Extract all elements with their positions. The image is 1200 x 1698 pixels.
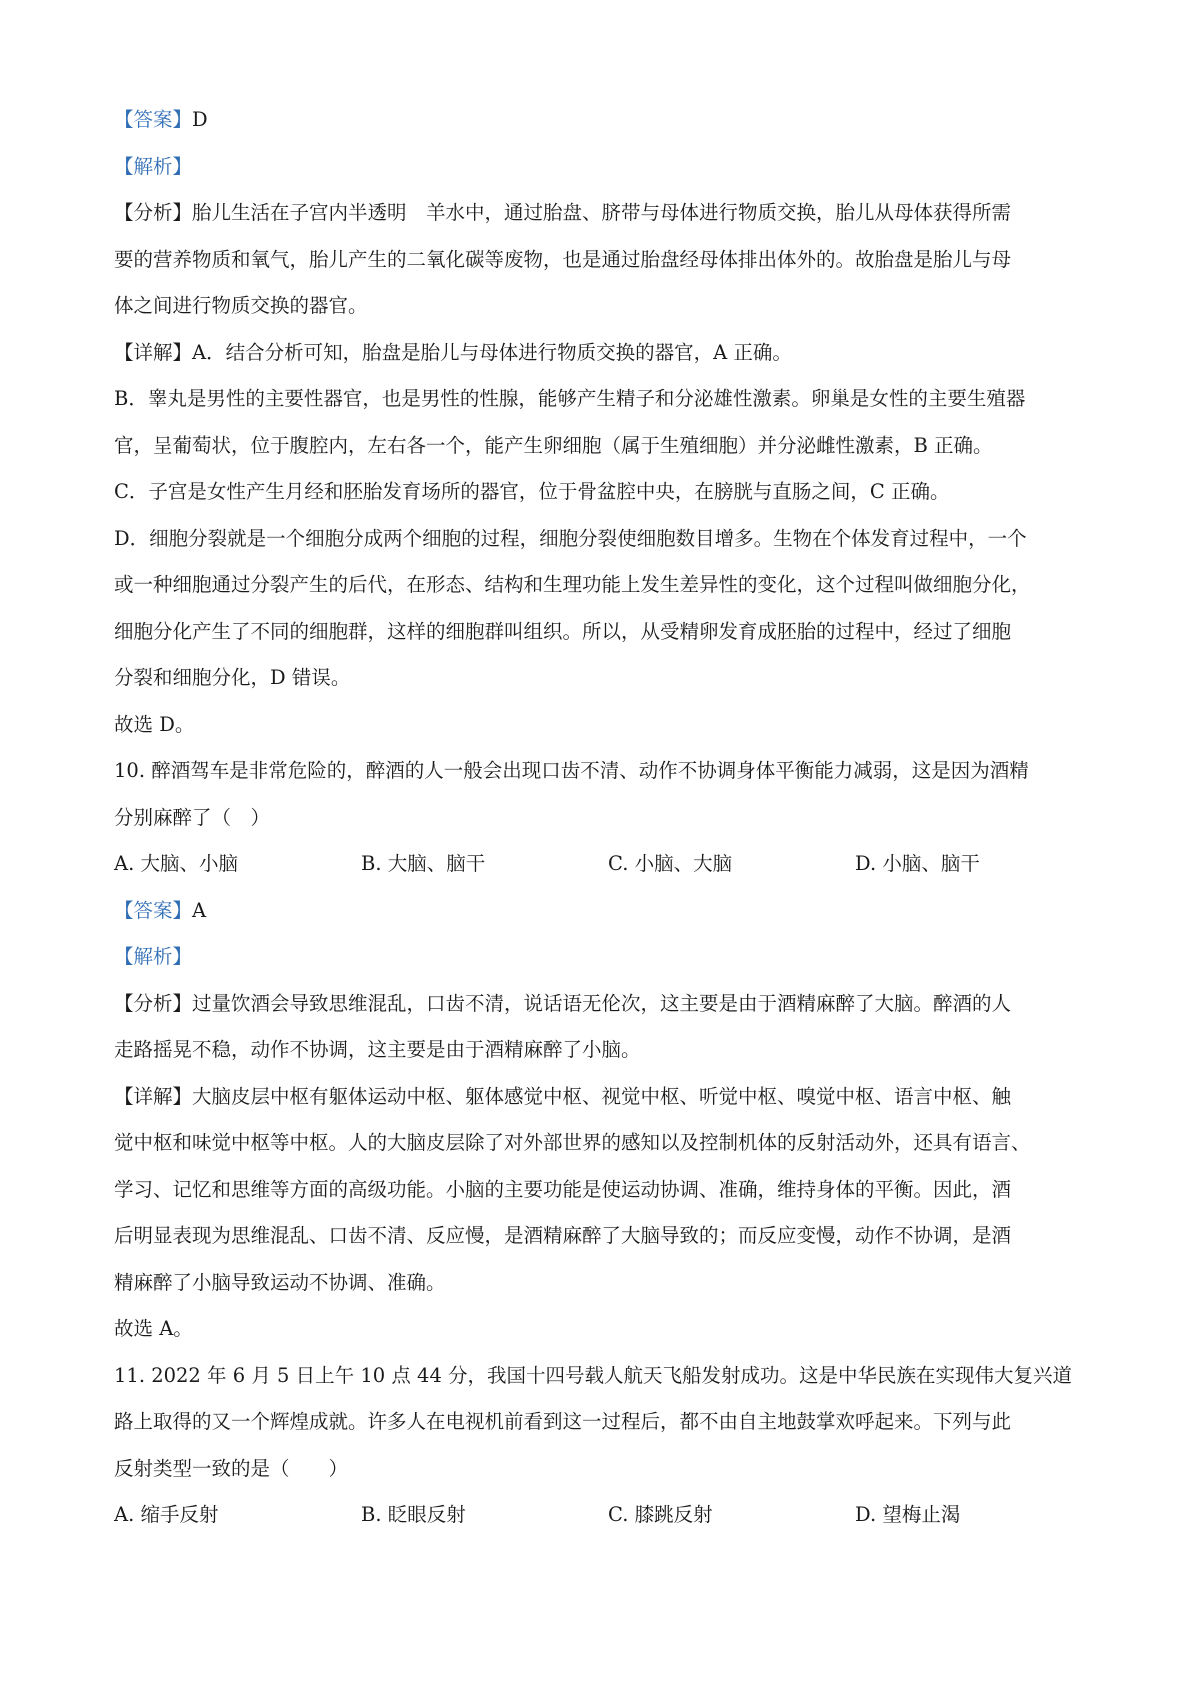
q9-xiangjie-line-5: D．细胞分裂就是一个细胞分成两个细胞的过程，细胞分裂使细胞数目增多。生物在个体发育过程中，一个: [114, 526, 1027, 550]
q9-fenxi-line-3: 体之间进行物质交换的器官。: [114, 294, 368, 317]
q10-stem-line-2: 分别麻醉了（ ）: [114, 805, 271, 829]
q10-option-a: A. 大脑、小脑: [114, 852, 238, 875]
q9-conclusion: 故选 D。: [114, 712, 195, 736]
q9-xiangjie-line-6: 或一种细胞通过分裂产生的后代，在形态、结构和生理功能上发生差异性的变化，这个过程叫做细胞分化，: [114, 573, 1031, 596]
xiangjie-tag: 【详解】: [114, 340, 193, 364]
q10-options: [114, 841, 1104, 888]
answer-value: A: [192, 898, 207, 922]
xiangjie-tag: 【详解】: [114, 1084, 193, 1108]
analysis-tag: 【解析】: [114, 154, 193, 178]
answer-tag: 【答案】: [114, 898, 193, 922]
q10-xiangjie-line-3: 学习、记忆和思维等方面的高级功能。小脑的主要功能是使运动协调、准确，维持身体的平衡。因此，酒: [114, 1177, 1012, 1201]
q9-xiangjie-line-3: 官，呈葡萄状，位于腹腔内，左右各一个，能产生卵细胞（属于生殖细胞）并分泌雌性激素，B 正确。: [114, 433, 993, 457]
q9-fenxi-line-2: 要的营养物质和氧气，胎儿产生的二氧化碳等废物，也是通过胎盘经母体排出体外的。故胎盘是胎儿与母: [114, 247, 1012, 271]
q10-conclusion: 故选 A。: [114, 1317, 193, 1340]
q9-analysis-heading: [114, 144, 1104, 191]
q9-xiangjie-line-4: C．子宫是女性产生月经和胚胎发育场所的器官，位于骨盆腔中央，在膀胱与直肠之间，C 正确。: [114, 480, 950, 503]
q10-xiangjie-line-4: 后明显表现为思维混乱、口齿不清、反应慢，是酒精麻醉了大脑导致的；而反应变慢，动作不协调，是酒: [114, 1224, 1012, 1247]
q9-xiangjie-line-2: B．睾丸是男性的主要性器官，也是男性的性腺，能够产生精子和分泌雄性激素。卵巢是女性的主要生殖器: [114, 387, 1026, 410]
q9-xiangjie-line-1: 【详解】A．结合分析可知，胎盘是胎儿与母体进行物质交换的器官，A 正确。: [114, 340, 792, 364]
analysis-tag: 【解析】: [114, 945, 193, 968]
q11-stem-line-1: 11. 2022 年 6 月 5 日上午 10 点 44 分，我国十四号载人航天飞船发射成功。这是中华民族在实现伟大复兴道: [114, 1363, 1073, 1387]
q10-option-c: C. 小脑、大脑: [608, 852, 733, 875]
q9-xiangjie-line-8: 分裂和细胞分化，D 错误。: [114, 666, 351, 689]
answer-value: D: [192, 108, 208, 131]
q11-option-b: B. 眨眼反射: [361, 1503, 466, 1526]
q11-option-a: A. 缩手反射: [114, 1503, 219, 1526]
q10-fenxi-line-2: 走路摇晃不稳，动作不协调，这主要是由于酒精麻醉了小脑。: [114, 1038, 641, 1061]
q10-xiangjie-line-2: 觉中枢和味觉中枢等中枢。人的大脑皮层除了对外部世界的感知以及控制机体的反射活动外，还具有语言、: [114, 1131, 1031, 1154]
q9-xiangjie-line-7: 细胞分化产生了不同的细胞群，这样的细胞群叫组织。所以，从受精卵发育成胚胎的过程中，经过了细胞: [114, 619, 1012, 643]
q10-fenxi-line-1: 【分析】过量饮酒会导致思维混乱，口齿不清，说话语无伦次，这主要是由于酒精麻醉了大脑。醉酒的人: [114, 991, 1012, 1015]
fenxi-tag: 【分析】: [114, 991, 193, 1015]
document-page: [114, 97, 1104, 1539]
q10-stem-line-1: 10. 醉酒驾车是非常危险的，醉酒的人一般会出现口齿不清、动作不协调身体平衡能力减弱，这是因为酒精: [114, 759, 1029, 782]
q9-answer-line: [114, 97, 1104, 144]
fenxi-tag: 【分析】: [114, 201, 193, 224]
q11-options: [114, 1492, 1104, 1539]
q10-analysis-heading: [114, 934, 1104, 981]
q11-option-d: D. 望梅止渴: [855, 1503, 961, 1526]
q10-option-d: D. 小脑、脑干: [855, 852, 980, 875]
q11-stem-line-2: 路上取得的又一个辉煌成就。许多人在电视机前看到这一过程后，都不由自主地鼓掌欢呼起来。下列与此: [114, 1410, 1012, 1433]
q9-fenxi-line-1: 【分析】胎儿生活在子宫内半透明 羊水中，通过胎盘、脐带与母体进行物质交换，胎儿从母体获得所需: [114, 201, 1012, 224]
q11-option-c: C. 膝跳反射: [608, 1503, 713, 1526]
q11-stem-line-3: 反射类型一致的是（ ）: [114, 1456, 349, 1480]
q10-answer-line: [114, 888, 1104, 935]
q10-xiangjie-line-5: 精麻醉了小脑导致运动不协调、准确。: [114, 1270, 446, 1294]
q10-xiangjie-line-1: 【详解】大脑皮层中枢有躯体运动中枢、躯体感觉中枢、视觉中枢、听觉中枢、嗅觉中枢、语言中枢、触: [114, 1084, 1012, 1108]
q10-option-b: B. 大脑、脑干: [361, 852, 486, 875]
answer-tag: 【答案】: [114, 108, 193, 131]
